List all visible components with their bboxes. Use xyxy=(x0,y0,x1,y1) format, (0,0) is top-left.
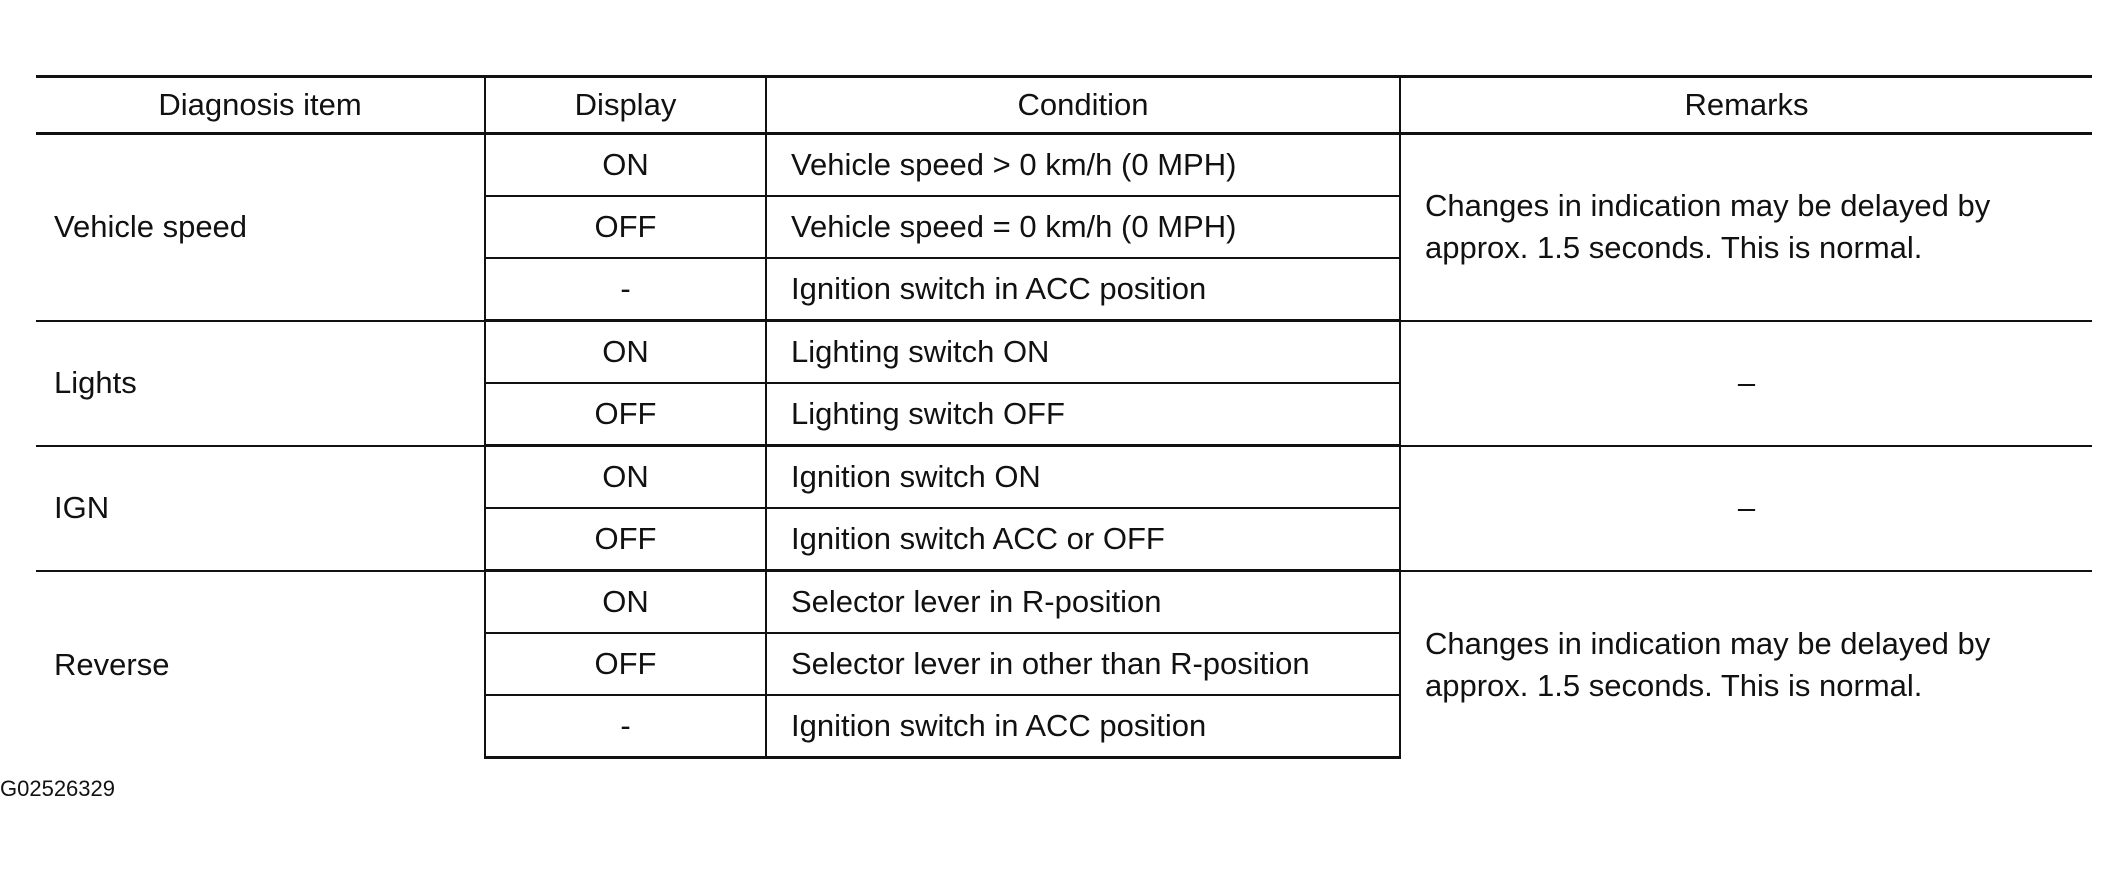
remarks-vehicle-speed: Changes in indication may be delayed by approx. 1.5 seconds. This is normal. xyxy=(1400,134,2092,321)
diagnosis-table xyxy=(36,75,2092,759)
diagnosis-item-vehicle-speed: Vehicle speed xyxy=(36,134,485,321)
header-condition: Condition xyxy=(766,77,1400,134)
condition-text: Ignition switch in ACC position xyxy=(766,695,1400,758)
table-row xyxy=(36,446,2092,509)
figure-code: G02526329 xyxy=(0,776,115,801)
display-value: - xyxy=(485,695,766,758)
condition-text: Lighting switch OFF xyxy=(766,383,1400,446)
condition-text: Lighting switch ON xyxy=(766,321,1400,384)
diagnosis-item-ign: IGN xyxy=(36,446,485,571)
display-value: - xyxy=(485,258,766,321)
display-value: ON xyxy=(485,571,766,634)
header-display: Display xyxy=(485,77,766,134)
diagnosis-item-reverse: Reverse xyxy=(36,571,485,758)
condition-text: Ignition switch ACC or OFF xyxy=(766,508,1400,571)
remarks-lights: – xyxy=(1400,321,2092,446)
condition-text: Ignition switch in ACC position xyxy=(766,258,1400,321)
table-row xyxy=(36,134,2092,197)
table-row xyxy=(36,571,2092,634)
table-header-row xyxy=(36,77,2092,134)
condition-text: Ignition switch ON xyxy=(766,446,1400,509)
table-row xyxy=(36,321,2092,384)
diagnosis-item-lights: Lights xyxy=(36,321,485,446)
condition-text: Vehicle speed > 0 km/h (0 MPH) xyxy=(766,134,1400,197)
condition-text: Selector lever in R-position xyxy=(766,571,1400,634)
header-diagnosis-item: Diagnosis item xyxy=(36,77,485,134)
display-value: ON xyxy=(485,321,766,384)
display-value: ON xyxy=(485,446,766,509)
display-value: OFF xyxy=(485,383,766,446)
condition-text: Selector lever in other than R-position xyxy=(766,633,1400,695)
header-remarks: Remarks xyxy=(1400,77,2092,134)
remarks-ign: – xyxy=(1400,446,2092,571)
display-value: OFF xyxy=(485,196,766,258)
remarks-reverse: Changes in indication may be delayed by approx. 1.5 seconds. This is normal. xyxy=(1400,571,2092,758)
display-value: OFF xyxy=(485,633,766,695)
condition-text: Vehicle speed = 0 km/h (0 MPH) xyxy=(766,196,1400,258)
display-value: OFF xyxy=(485,508,766,571)
display-value: ON xyxy=(485,134,766,197)
